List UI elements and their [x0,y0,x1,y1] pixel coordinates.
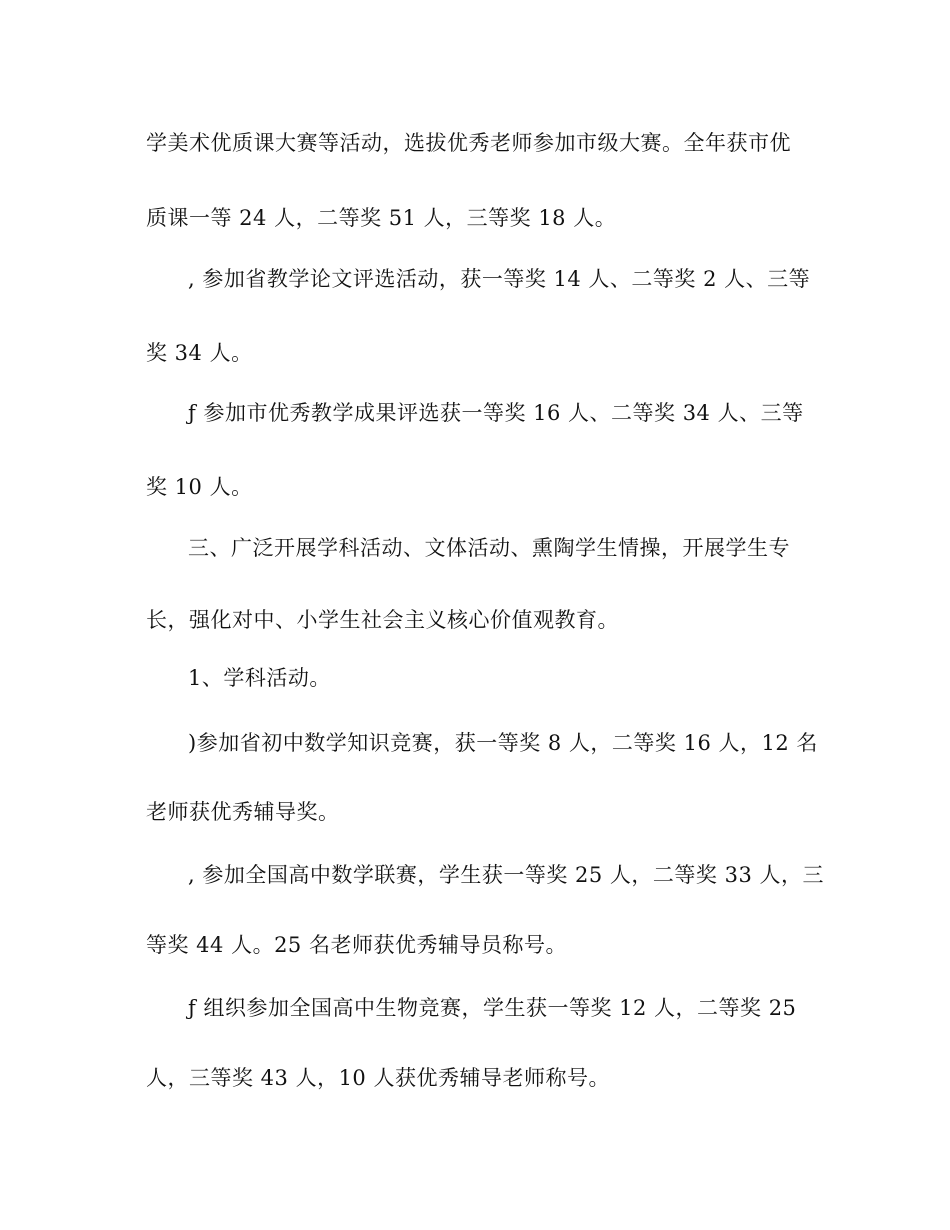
text-line-6: 奖 10 人。 [146,475,253,499]
text-line-2: 质课一等 24 人，二等奖 51 人，三等奖 18 人。 [146,206,617,230]
text-line-11: 老师获优秀辅导奖。 [146,800,340,824]
text-line-10: )参加省初中数学知识竞赛，获一等奖 8 人，二等奖 16 人，12 名 [188,731,818,755]
text-line-4: 奖 34 人。 [146,341,253,365]
text-line-8: 长，强化对中、小学生社会主义核心价值观教育。 [146,608,619,632]
text-line-1: 学美术优质课大赛等活动，选拔优秀老师参加市级大赛。全年获市优 [146,131,791,155]
text-line-13: 等奖 44 人。25 名老师获优秀辅导员称号。 [146,933,567,957]
text-line-3: , 参加省教学论文评选活动，获一等奖 14 人、二等奖 2 人、三等 [188,267,811,291]
text-line-14: ƒ 组织参加全国高中生物竞赛，学生获一等奖 12 人，二等奖 25 [188,996,797,1020]
text-line-15: 人，三等奖 43 人，10 人获优秀辅导老师称号。 [146,1066,610,1090]
text-line-12: , 参加全国高中数学联赛，学生获一等奖 25 人，二等奖 33 人，三 [188,863,824,887]
text-line-7: 三、广泛开展学科活动、文体活动、熏陶学生情操，开展学生专 [188,536,790,560]
text-line-9: 1、学科活动。 [188,666,331,690]
text-line-5: ƒ 参加市优秀教学成果评选获一等奖 16 人、二等奖 34 人、三等 [188,401,804,425]
